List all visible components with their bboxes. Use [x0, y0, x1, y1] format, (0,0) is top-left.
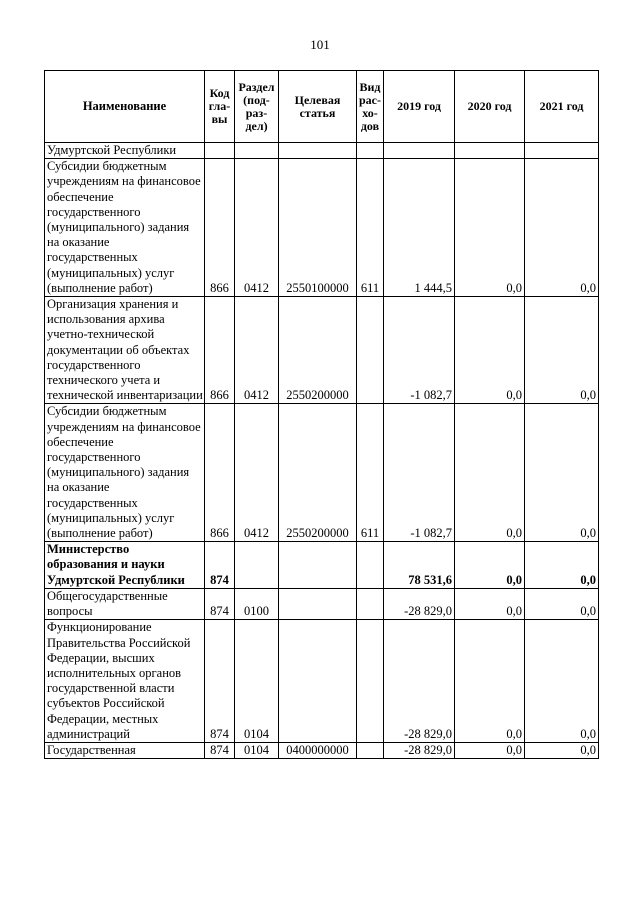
row-2021: 0,0 — [525, 404, 599, 542]
row-2019: -1 082,7 — [384, 404, 455, 542]
row-name: Министерство образования и науки Удмуртской Республики — [45, 542, 205, 589]
row-2021: 0,0 — [525, 620, 599, 743]
header-code: Код гла-вы — [205, 71, 235, 143]
row-code: 866 — [205, 159, 235, 297]
row-target: 2550200000 — [279, 297, 357, 404]
row-section — [235, 542, 279, 589]
row-name: Функционирование Правительства Российской Федерации, высших исполнительных органов государственной власти субъектов Российской Федерации, местных администраций — [45, 620, 205, 743]
table-header-row — [45, 71, 599, 143]
row-2020: 0,0 — [455, 542, 525, 589]
row-section: 0104 — [235, 620, 279, 743]
row-code: 874 — [205, 620, 235, 743]
row-2019 — [384, 143, 455, 159]
header-section: Раздел (под-раз-дел) — [235, 71, 279, 143]
table-row — [45, 542, 599, 589]
row-2019: -28 829,0 — [384, 620, 455, 743]
row-kind — [357, 542, 384, 589]
row-2021: 0,0 — [525, 542, 599, 589]
header-target: Целевая статья — [279, 71, 357, 143]
row-2019: 1 444,5 — [384, 159, 455, 297]
row-kind: 611 — [357, 159, 384, 297]
row-kind — [357, 742, 384, 758]
row-target: 2550100000 — [279, 159, 357, 297]
row-section: 0104 — [235, 742, 279, 758]
row-name: Государственная — [45, 742, 205, 758]
header-2020: 2020 год — [455, 71, 525, 143]
row-target: 0400000000 — [279, 742, 357, 758]
row-2020: 0,0 — [455, 159, 525, 297]
row-target: 2550200000 — [279, 404, 357, 542]
row-2019: -28 829,0 — [384, 588, 455, 619]
row-2021: 0,0 — [525, 159, 599, 297]
row-section: 0412 — [235, 404, 279, 542]
row-section — [235, 143, 279, 159]
table-row — [45, 588, 599, 619]
table-row — [45, 742, 599, 758]
row-name: Общегосударственные вопросы — [45, 588, 205, 619]
row-name: Удмуртской Республики — [45, 143, 205, 159]
budget-table — [44, 70, 599, 759]
row-2020: 0,0 — [455, 588, 525, 619]
row-2020: 0,0 — [455, 742, 525, 758]
header-name: Наименование — [45, 71, 205, 143]
row-2021: 0,0 — [525, 742, 599, 758]
row-2021 — [525, 143, 599, 159]
header-kind: Вид рас-хо-дов — [357, 71, 384, 143]
row-2020: 0,0 — [455, 620, 525, 743]
row-kind: 611 — [357, 404, 384, 542]
row-2019: -1 082,7 — [384, 297, 455, 404]
table-row — [45, 143, 599, 159]
table-row — [45, 159, 599, 297]
row-2020 — [455, 143, 525, 159]
row-section: 0412 — [235, 297, 279, 404]
header-2019: 2019 год — [384, 71, 455, 143]
row-code: 874 — [205, 742, 235, 758]
row-code: 874 — [205, 542, 235, 589]
page-number: 101 — [310, 37, 330, 52]
row-code — [205, 143, 235, 159]
row-2021: 0,0 — [525, 588, 599, 619]
row-kind — [357, 620, 384, 743]
row-2020: 0,0 — [455, 297, 525, 404]
row-2019: -28 829,0 — [384, 742, 455, 758]
row-code: 874 — [205, 588, 235, 619]
row-target — [279, 542, 357, 589]
row-target — [279, 620, 357, 743]
header-2021: 2021 год — [525, 71, 599, 143]
row-code: 866 — [205, 404, 235, 542]
row-section: 0412 — [235, 159, 279, 297]
row-section: 0100 — [235, 588, 279, 619]
row-name: Субсидии бюджетным учреждениям на финансовое обеспечение государственного (муниципального) задания на оказание государственных (муниципальных) услуг (выполнение работ) — [45, 159, 205, 297]
row-target — [279, 588, 357, 619]
row-name: Субсидии бюджетным учреждениям на финансовое обеспечение государственного (муниципального) задания на оказание государственных (муниципальных) услуг (выполнение работ) — [45, 404, 205, 542]
row-2021: 0,0 — [525, 297, 599, 404]
row-code: 866 — [205, 297, 235, 404]
row-2020: 0,0 — [455, 404, 525, 542]
row-2019: 78 531,6 — [384, 542, 455, 589]
table-row — [45, 620, 599, 743]
row-kind — [357, 297, 384, 404]
row-kind — [357, 588, 384, 619]
table-row — [45, 404, 599, 542]
row-kind — [357, 143, 384, 159]
row-name: Организация хранения и использования архива учетно-технической документации об объектах государственного технического учета и технической инвентаризации — [45, 297, 205, 404]
table-row — [45, 297, 599, 404]
row-target — [279, 143, 357, 159]
